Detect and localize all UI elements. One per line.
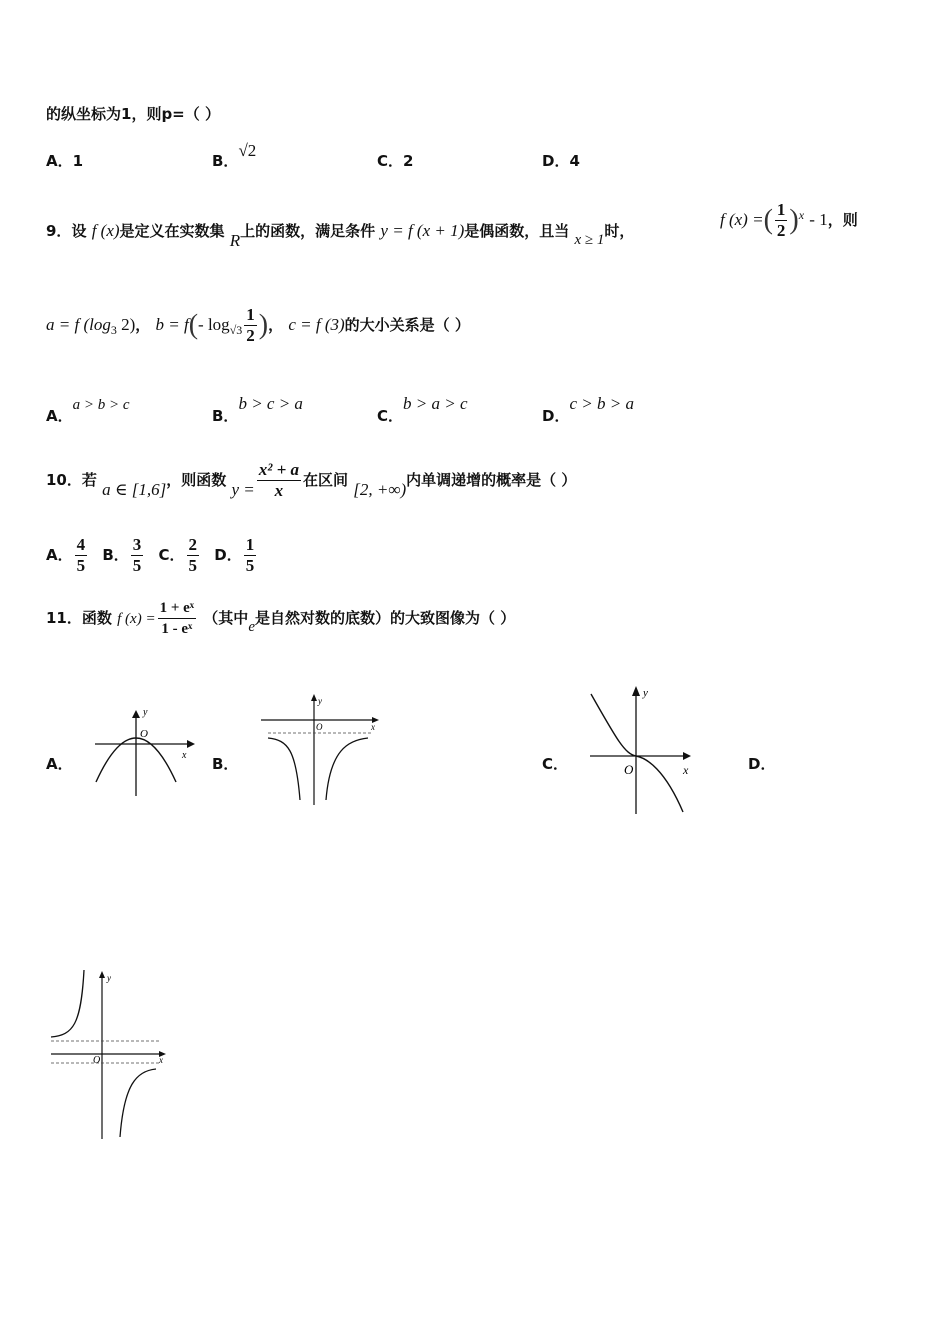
graph-b-x-label: x <box>371 722 375 732</box>
q9-stem-line1: 9．设 f (x)是定义在实数集 R上的函数，满足条件 y = f (x + 1)是偶函数，且当 x ≥ 1时， <box>46 221 635 250</box>
graph-a-y-label: y <box>143 707 148 718</box>
graph-a-origin-label: O <box>140 728 148 740</box>
q9-option-a[interactable]: A．a > b > c <box>46 397 130 425</box>
q10-option-d[interactable]: D． $\frac{1}{5}$ <box>214 535 255 575</box>
graph-d-y-label: y <box>107 973 111 983</box>
graph-d-left-branch <box>51 970 84 1037</box>
graph-d[interactable] <box>48 965 173 1145</box>
graph-b-left-branch <box>268 738 300 800</box>
q10-option-c[interactable]: C． $\frac{2}{5}$ <box>158 535 198 575</box>
graph-c-x-label: x <box>683 763 689 777</box>
q11-label-c[interactable]: C． <box>542 755 569 773</box>
q8-option-d[interactable]: D．4 <box>542 152 580 170</box>
graph-d-right-branch <box>120 1069 156 1137</box>
q10-option-a[interactable]: A． $\frac{4}{5}$ <box>46 535 86 575</box>
graph-b-origin-label: O <box>316 722 323 732</box>
graph-b-right-branch <box>326 738 368 800</box>
graph-d-x-label: x <box>159 1055 163 1065</box>
graph-c-origin-label: O <box>624 762 634 777</box>
q11-stem: 11．函数 f (x) = $\frac{\text{1 + eˣ}}{\text{1 - eˣ}}$ （其中e是自然对数的底数）的大致图像为（ ） <box>46 600 516 637</box>
q8-tail: 的纵坐标为1，则p=（ ） <box>46 105 220 123</box>
q9-stem-line2: a = f ($\log_3$ 2)， b = f(- $\log_{√3}$ $\frac{1}{2}$ )， c = f (3)的大小关系是（ ） <box>46 305 470 345</box>
graph-c-y-label: y <box>643 687 648 699</box>
q10-option-b[interactable]: B． $\frac{3}{5}$ <box>102 535 142 575</box>
graph-c[interactable] <box>585 680 700 820</box>
graph-d-origin-label: O <box>93 1055 101 1066</box>
graph-b-y-label: y <box>318 696 322 706</box>
q9-option-b[interactable]: B．b > c > a <box>212 394 303 425</box>
q8-option-c[interactable]: C．2 <box>377 152 414 170</box>
graph-c-curve <box>591 694 683 812</box>
q9-option-c[interactable]: C．b > a > c <box>377 394 468 425</box>
q11-label-a[interactable]: A． <box>46 755 73 773</box>
graph-a[interactable] <box>90 700 200 800</box>
q10-options <box>46 535 258 576</box>
graph-a-x-label: x <box>182 750 187 761</box>
q9-option-d[interactable]: D．c > b > a <box>542 394 634 425</box>
q8-option-b[interactable]: B．√2 <box>212 141 257 170</box>
q8-option-a[interactable]: A．1 <box>46 152 84 170</box>
graph-b[interactable] <box>258 690 383 810</box>
q11-label-d[interactable]: D． <box>748 755 776 773</box>
q10-stem: 10．若 a ∈ [1,6]，则函数 y = $\frac{\text{x² + a}}{x}$ 在区间 [2, +∞)内单调递增的概率是（ ） <box>46 460 577 500</box>
q9-definition: f (x) =( $\frac{1}{2}$ )$^x$ - 1，则 <box>720 200 858 240</box>
q11-label-b[interactable]: B． <box>212 755 239 773</box>
